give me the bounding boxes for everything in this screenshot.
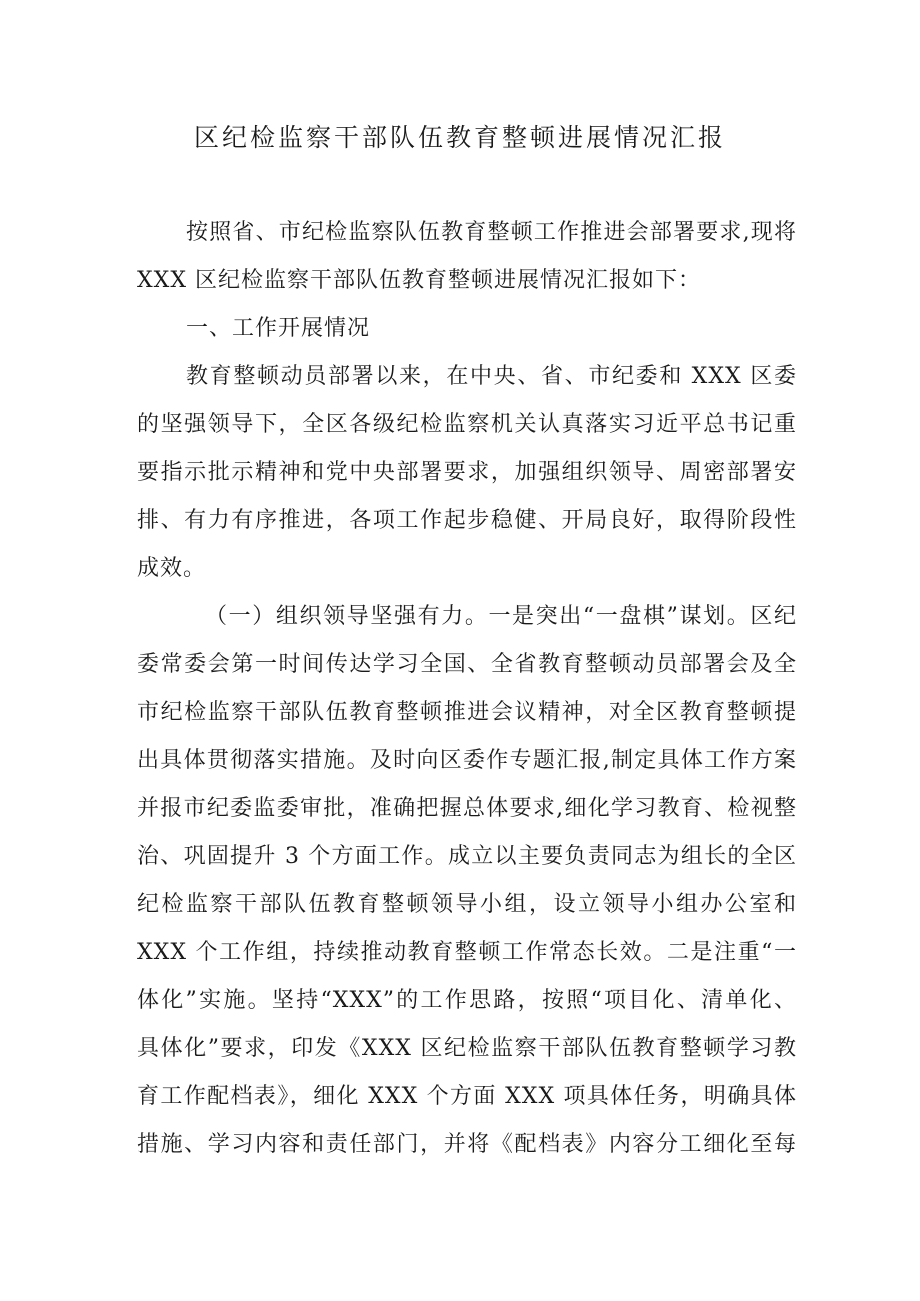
paragraph-line: 并报市纪委监委审批，准确把握总体要求,细化学习教育、检视整	[137, 796, 797, 821]
paragraph-line: 的坚强领导下，全区各级纪检监察机关认真落实习近平总书记重	[137, 412, 797, 437]
paragraph-line: 措施、学习内容和责任部门，并将《配档表》内容分工细化至每	[137, 1132, 797, 1157]
paragraph-line: XXX 区纪检监察干部队伍教育整顿进展情况汇报如下：	[137, 268, 701, 293]
paragraph-line: 教育整顿动员部署以来，在中央、省、市纪委和 XXX 区委	[186, 364, 797, 389]
paragraph-line: 委常委会第一时间传达学习全国、全省教育整顿动员部署会及全	[137, 652, 797, 677]
paragraph-line: 育工作配档表》，细化 XXX 个方面 XXX 项具体任务，明确具体	[137, 1084, 797, 1109]
paragraph-line: 市纪检监察干部队伍教育整顿推进会议精神，对全区教育整顿提	[137, 700, 797, 725]
paragraph-line: 体化”实施。坚持“XXX”的工作思路，按照“项目化、清单化、	[137, 988, 797, 1013]
document-title: 区纪检监察干部队伍教育整顿进展情况汇报	[193, 123, 726, 152]
paragraph-line: 出具体贯彻落实措施。及时向区委作专题汇报,制定具体工作方案	[137, 748, 797, 773]
section-heading: 一、工作开展情况	[186, 316, 371, 341]
paragraph-line: 排、有力有序推进，各项工作起步稳健、开局良好，取得阶段性	[137, 508, 797, 533]
subsection-line: （一）组织领导坚强有力。一是突出“一盘棋”谋划。区纪	[205, 604, 797, 629]
paragraph-line: 具体化”要求，印发《XXX 区纪检监察干部队伍教育整顿学习教	[137, 1036, 797, 1061]
paragraph-line: 治、巩固提升 3 个方面工作。成立以主要负责同志为组长的全区	[137, 844, 797, 869]
paragraph-line: 成效。	[137, 556, 207, 581]
paragraph-line: 按照省、市纪检监察队伍教育整顿工作推进会部署要求,现将	[186, 220, 797, 245]
paragraph-line: 纪检监察干部队伍教育整顿领导小组，设立领导小组办公室和	[137, 892, 797, 917]
paragraph-line: 要指示批示精神和党中央部署要求，加强组织领导、周密部署安	[137, 460, 797, 485]
paragraph-line: XXX 个工作组，持续推动教育整顿工作常态长效。二是注重“一	[137, 940, 797, 965]
